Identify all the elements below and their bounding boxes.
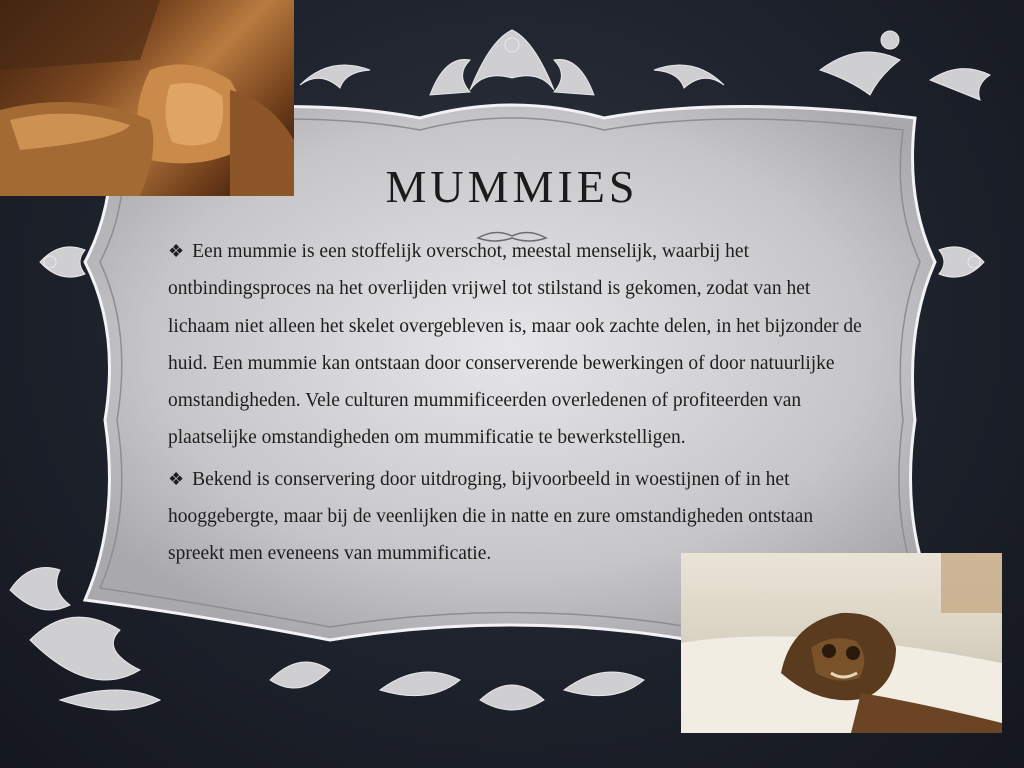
top-ornament	[300, 30, 990, 100]
mummy-photo	[681, 553, 1002, 733]
bullet-text: Een mummie is een stoffelijk overschot, meestal menselijk, waarbij het ontbindingsproces na het overlijden vrijwel tot stilstand is gekomen, zodat van het lichaam niet alleen het skelet overgebleven is, maar ook zachte delen, in het bijzonder de huid. Een mummie kan ontstaan door conserverende bewerkingen of door natuurlijke omstandigheden. Vele culturen mummificeerden overledenen of profiteerden van plaatselijke omstandigheden om mummificatie te bewerkstelligen.	[168, 241, 862, 449]
diamond-bullet-icon: ❖	[168, 241, 185, 261]
bullet-item	[168, 233, 868, 457]
mummy-illustration	[681, 553, 1002, 733]
bullet-text: Bekend is conservering door uitdroging, bijvoorbeeld in woestijnen of in het hooggebergte, maar bij de veenlijken die in natte en zure omstandigheden ontstaan spreekt men eveneens van mummificatie.	[168, 468, 814, 565]
slide-body	[168, 233, 868, 577]
diamond-bullet-icon: ❖	[168, 468, 185, 489]
slide-title: MUMMIES	[385, 161, 639, 212]
